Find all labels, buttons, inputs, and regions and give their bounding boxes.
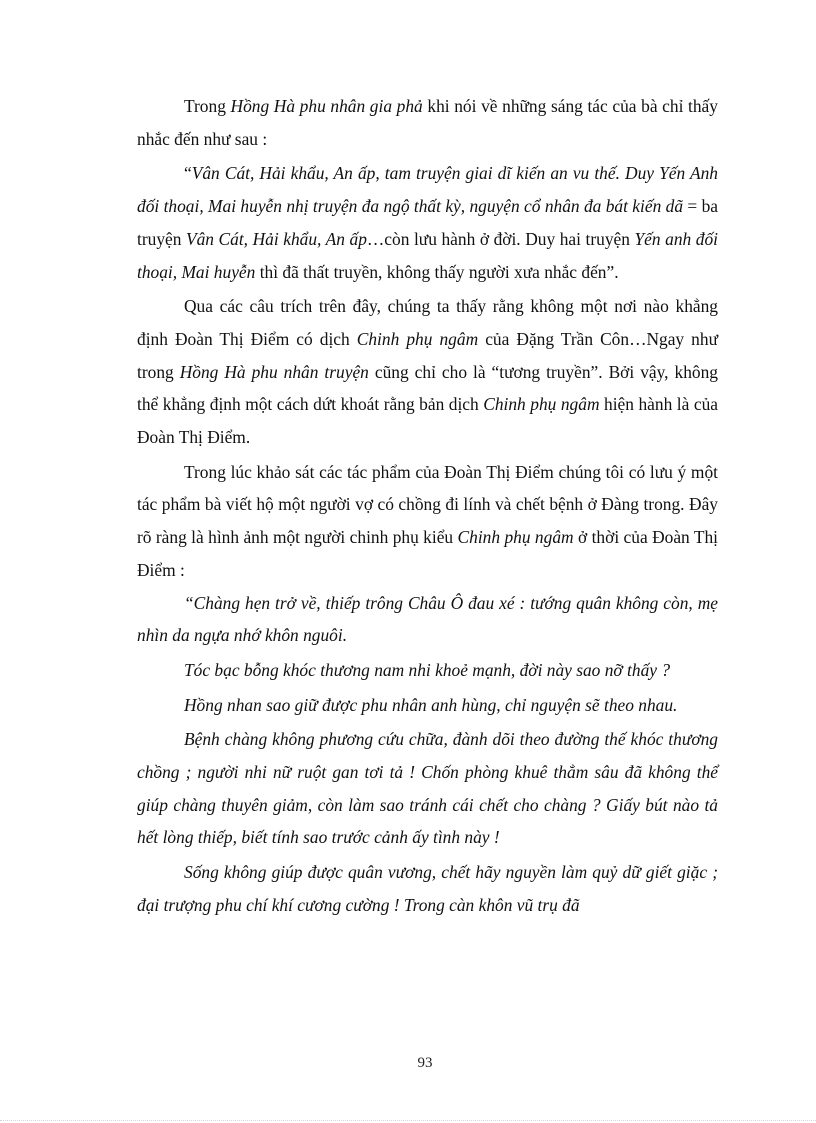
book-title: Chinh phụ ngâm: [483, 394, 600, 415]
sino-vietnamese-quote: Vân Cát, Hải khẩu, An ấp, tam truyện giai dĩ kiến an vu thế. Duy Yến Anh đối thoại, Mai huyễn nhị truyện đa ngộ thất kỳ, nguyện cổ nhân đa bát kiến dã: [137, 163, 718, 217]
book-title: Hồng Hà phu nhân truyện: [179, 361, 369, 382]
paragraph-1: [137, 90, 718, 155]
paragraph-4: [137, 456, 718, 587]
text-run: hiện hành là của Đoàn Thị Điểm.: [137, 394, 718, 448]
text-run: ở thời của Đoàn Thị Điểm :: [137, 527, 718, 580]
quote-paragraph-1: “Chàng hẹn trở về, thiếp trông Châu Ô đau xé : tướng quân không còn, mẹ nhìn da ngựa nhớ khôn nguôi.: [137, 592, 718, 646]
text-run: Trong: [184, 96, 231, 116]
paragraph-2: [137, 157, 718, 288]
text-run: …còn lưu hành ở đời. Duy hai truyện: [366, 228, 635, 249]
book-title: Chinh phụ ngâm: [457, 527, 574, 548]
quote-paragraph-5: Sống không giúp được quân vương, chết hãy nguyền làm quỷ dữ giết giặc ; đại trượng phu chí khí cương cường ! Trong càn khôn vũ trụ đã: [137, 862, 718, 915]
book-title: Vân Cát, Hải khẩu, An ấp: [185, 228, 367, 249]
quote-paragraph-2: Tóc bạc bỗng khóc thương nam nhi khoẻ mạnh, đời này sao nỡ thấy ?: [184, 659, 671, 680]
text-run: của Đặng Trần Côn…Ngay như trong: [137, 328, 718, 382]
page-edge-bottom: [0, 1120, 816, 1121]
paragraph-3: [137, 290, 718, 454]
quote-mark: “: [184, 163, 192, 184]
book-title: Yến anh đối thoại, Mai huyễn: [137, 228, 718, 282]
book-title: Chinh phụ ngâm: [356, 328, 479, 349]
text-run: Trong lúc khảo sát các tác phẩm của Đoàn Thị Điểm chúng tôi có lưu ý một tác phẩm bà viết hộ một người vợ có chồng đi lính và chết bệnh ở Đàng trong. Đây rõ ràng là hình ảnh một người chinh phụ kiểu: [137, 461, 718, 548]
quote-paragraph-3: Hồng nhan sao giữ được phu nhân anh hùng, chỉ nguyện sẽ theo nhau.: [184, 694, 678, 715]
text-run: khi nói về những sáng tác của bà chỉ thấy nhắc đến như sau :: [137, 96, 718, 149]
body-text: [137, 90, 718, 922]
text-run: Qua các câu trích trên đây, chúng ta thấy rằng không một nơi nào khẳng định Đoàn Thị Điểm có dịch: [137, 296, 718, 349]
text-run: = ba truyện: [137, 196, 718, 249]
page-number: 93: [417, 1055, 433, 1071]
text-run: cũng chỉ cho là “tương truyền”. Bởi vậy, không thể khẳng định một cách dứt khoát rằng bản dịch: [137, 361, 718, 415]
text-run: thì đã thất truyền, không thấy người xưa nhắc đến”.: [255, 261, 619, 282]
quote-paragraph-4: Bệnh chàng không phương cứu chữa, đành dõi theo đường thế khóc thương chồng ; người nhi nữ ruột gan tơi tả ! Chốn phòng khuê thẳm sâu đã không thể giúp chàng thuyên giảm, còn làm sao tránh cái chết cho chàng ? Giấy bút nào tả hết lòng thiếp, biết tính sao trước cảnh ấy tình này !: [137, 729, 718, 848]
book-title: Hồng Hà phu nhân gia phả: [230, 96, 423, 116]
